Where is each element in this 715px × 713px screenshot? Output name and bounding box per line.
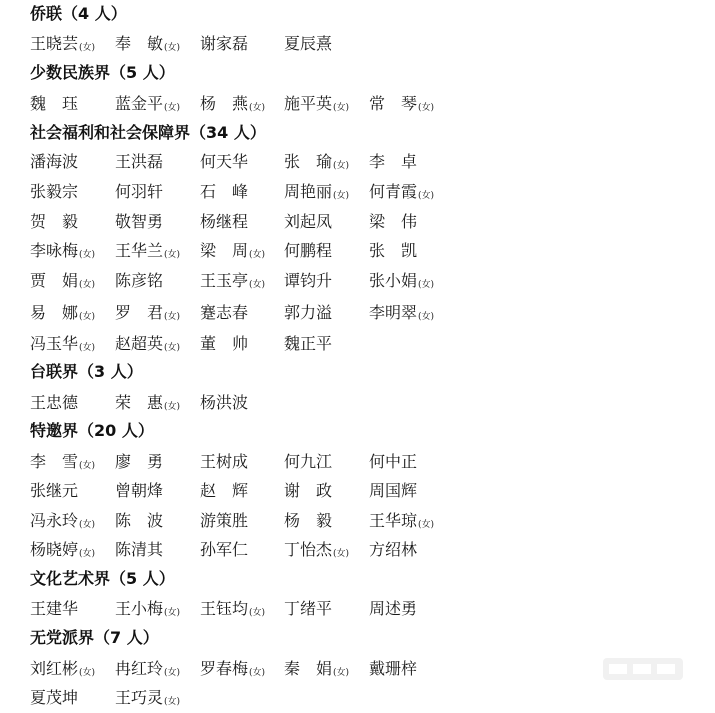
person-entry — [115, 451, 163, 473]
name-row — [30, 33, 470, 55]
person-entry — [284, 302, 332, 324]
person-name: 荣 惠 — [115, 393, 164, 412]
person-entry — [115, 598, 180, 624]
name-row — [30, 539, 470, 561]
section-title: 少数民族界（5 人） — [30, 63, 175, 82]
person-entry — [115, 93, 180, 119]
person-name: 周艳丽 — [284, 182, 333, 201]
gender-note: (女) — [249, 280, 266, 290]
gender-note: (女) — [79, 549, 96, 559]
person-entry — [115, 539, 163, 561]
person-entry — [30, 270, 95, 296]
section-title: 台联界（3 人） — [30, 362, 143, 381]
gender-note: (女) — [79, 668, 96, 678]
person-name: 周述勇 — [369, 599, 418, 618]
person-entry — [284, 151, 349, 177]
person-name: 刘红彬 — [30, 659, 79, 678]
gender-note: (女) — [249, 250, 266, 260]
person-entry — [115, 480, 163, 502]
person-name: 张继元 — [30, 481, 79, 500]
person-entry — [30, 302, 95, 328]
person-name: 丁绪平 — [284, 599, 333, 618]
name-row — [30, 240, 470, 262]
gender-note: (女) — [79, 520, 96, 530]
person-entry — [284, 510, 332, 532]
person-name: 方绍林 — [369, 540, 418, 559]
person-name: 张 凯 — [369, 241, 418, 260]
gender-note: (女) — [164, 43, 181, 53]
person-name: 谢 政 — [284, 481, 333, 500]
person-name: 石 峰 — [200, 182, 249, 201]
person-entry — [200, 480, 248, 502]
person-entry — [115, 510, 163, 532]
person-name: 敬智勇 — [115, 212, 164, 231]
person-name: 陈清其 — [115, 540, 164, 559]
person-name: 李明翠 — [369, 303, 418, 322]
gender-note: (女) — [249, 103, 266, 113]
gender-note: (女) — [79, 250, 96, 260]
gender-note: (女) — [164, 250, 181, 260]
name-row — [30, 181, 470, 203]
person-name: 奉 敏 — [115, 34, 164, 53]
person-entry — [115, 240, 180, 266]
gender-note: (女) — [333, 668, 350, 678]
person-entry — [30, 658, 95, 684]
person-entry — [284, 240, 332, 262]
person-entry — [369, 93, 434, 119]
gender-note: (女) — [333, 191, 350, 201]
name-row — [30, 302, 470, 324]
person-name: 杨 燕 — [200, 94, 249, 113]
person-entry — [284, 33, 332, 55]
person-entry — [200, 270, 265, 296]
person-entry — [30, 392, 78, 414]
person-name: 何羽轩 — [115, 182, 164, 201]
person-name: 王玉亭 — [200, 271, 249, 290]
person-entry — [284, 451, 332, 473]
person-name: 何鹏程 — [284, 241, 333, 260]
name-row — [30, 211, 470, 233]
person-name: 李咏梅 — [30, 241, 79, 260]
person-name: 王钰均 — [200, 599, 249, 618]
person-name: 蹇志春 — [200, 303, 249, 322]
person-name: 冯玉华 — [30, 334, 79, 353]
person-name: 何青霞 — [369, 182, 418, 201]
person-name: 李 雪 — [30, 452, 79, 471]
person-entry — [30, 151, 78, 173]
person-name: 罗春梅 — [200, 659, 249, 678]
person-name: 丁怡杰 — [284, 540, 333, 559]
person-name: 梁 周 — [200, 241, 249, 260]
person-name: 冯永玲 — [30, 511, 79, 530]
person-entry — [284, 480, 332, 502]
person-entry — [284, 181, 349, 207]
person-entry — [284, 333, 332, 355]
person-name: 冉红玲 — [115, 659, 164, 678]
person-name: 贺 毅 — [30, 212, 79, 231]
name-row — [30, 151, 470, 173]
gender-note: (女) — [333, 103, 350, 113]
person-name: 王洪磊 — [115, 152, 164, 171]
person-name: 杨继程 — [200, 212, 249, 231]
person-name: 王小梅 — [115, 599, 164, 618]
person-entry — [200, 181, 248, 203]
person-name: 陈彦铭 — [115, 271, 164, 290]
person-entry — [200, 33, 248, 55]
person-entry — [369, 598, 417, 620]
person-entry — [200, 598, 265, 624]
person-entry — [115, 270, 163, 292]
section-title: 无党派界（7 人） — [30, 628, 159, 647]
person-entry — [200, 211, 248, 233]
person-entry — [115, 181, 163, 203]
person-name: 张小娟 — [369, 271, 418, 290]
name-row — [30, 392, 470, 414]
person-name: 曾朝烽 — [115, 481, 164, 500]
name-row — [30, 93, 470, 115]
person-entry — [115, 392, 180, 418]
section-title: 侨联（4 人） — [30, 4, 127, 23]
person-name: 董 帅 — [200, 334, 249, 353]
person-entry — [284, 93, 349, 119]
person-entry — [115, 211, 163, 233]
person-entry — [115, 151, 163, 173]
person-name: 王巧灵 — [115, 688, 164, 707]
name-row — [30, 510, 470, 532]
person-entry — [115, 658, 180, 684]
person-entry — [369, 451, 417, 473]
gender-note: (女) — [418, 280, 435, 290]
person-entry — [200, 240, 265, 266]
person-name: 魏正平 — [284, 334, 333, 353]
person-entry — [200, 510, 248, 532]
person-entry — [369, 151, 417, 173]
name-row — [30, 598, 470, 620]
person-name: 何中正 — [369, 452, 418, 471]
person-name: 李 卓 — [369, 152, 418, 171]
gender-note: (女) — [164, 668, 181, 678]
person-name: 张 瑜 — [284, 152, 333, 171]
name-row — [30, 687, 470, 709]
gender-note: (女) — [79, 312, 96, 322]
person-name: 戴珊梓 — [369, 659, 418, 678]
person-entry — [284, 658, 349, 684]
person-name: 孙军仁 — [200, 540, 249, 559]
person-entry — [200, 392, 248, 414]
person-name: 夏辰熹 — [284, 34, 333, 53]
person-entry — [369, 658, 417, 680]
person-name: 易 娜 — [30, 303, 79, 322]
person-name: 杨晓婷 — [30, 540, 79, 559]
person-entry — [30, 240, 95, 266]
person-entry — [115, 687, 180, 713]
gender-note: (女) — [333, 549, 350, 559]
gender-note: (女) — [418, 103, 435, 113]
gender-note: (女) — [79, 43, 96, 53]
person-entry — [369, 181, 434, 207]
person-entry — [115, 33, 180, 59]
person-entry — [200, 333, 248, 355]
gender-note: (女) — [418, 520, 435, 530]
person-entry — [200, 539, 248, 561]
gender-note: (女) — [79, 461, 96, 471]
gender-note: (女) — [164, 697, 181, 707]
gender-note: (女) — [164, 343, 181, 353]
person-entry — [30, 93, 78, 115]
section-title: 文化艺术界（5 人） — [30, 569, 175, 588]
person-name: 杨洪波 — [200, 393, 249, 412]
person-name: 贾 娟 — [30, 271, 79, 290]
person-name: 王忠德 — [30, 393, 79, 412]
person-entry — [369, 270, 434, 296]
name-row — [30, 270, 470, 292]
person-entry — [200, 151, 248, 173]
person-entry — [200, 658, 265, 684]
person-entry — [30, 451, 95, 477]
gender-note: (女) — [164, 312, 181, 322]
gender-note: (女) — [79, 343, 96, 353]
person-name: 王树成 — [200, 452, 249, 471]
person-entry — [30, 539, 95, 565]
person-entry — [369, 211, 417, 233]
gender-note: (女) — [249, 608, 266, 618]
person-entry — [200, 93, 265, 119]
person-name: 陈 波 — [115, 511, 164, 530]
person-entry — [369, 539, 417, 561]
name-row — [30, 658, 470, 680]
person-entry — [369, 302, 434, 328]
gender-note: (女) — [418, 191, 435, 201]
gender-note: (女) — [164, 608, 181, 618]
person-entry — [369, 480, 417, 502]
person-entry — [30, 598, 78, 620]
person-name: 赵超英 — [115, 334, 164, 353]
gender-note: (女) — [164, 402, 181, 412]
watermark-logo — [601, 654, 685, 684]
person-name: 郭力溢 — [284, 303, 333, 322]
person-entry — [30, 33, 95, 59]
person-name: 王晓芸 — [30, 34, 79, 53]
person-name: 王华兰 — [115, 241, 164, 260]
person-entry — [115, 302, 180, 328]
person-name: 何天华 — [200, 152, 249, 171]
person-entry — [30, 333, 95, 359]
name-row — [30, 480, 470, 502]
person-name: 施平英 — [284, 94, 333, 113]
gender-note: (女) — [164, 103, 181, 113]
person-name: 蓝金平 — [115, 94, 164, 113]
person-entry — [200, 451, 248, 473]
gender-note: (女) — [249, 668, 266, 678]
person-name: 游策胜 — [200, 511, 249, 530]
person-name: 何九江 — [284, 452, 333, 471]
person-entry — [30, 687, 78, 709]
gender-note: (女) — [418, 312, 435, 322]
person-name: 梁 伟 — [369, 212, 418, 231]
person-entry — [30, 211, 78, 233]
name-row — [30, 333, 470, 355]
person-name: 秦 娟 — [284, 659, 333, 678]
person-entry — [30, 510, 95, 536]
person-name: 廖 勇 — [115, 452, 164, 471]
person-entry — [30, 181, 78, 203]
person-name: 周国辉 — [369, 481, 418, 500]
person-entry — [200, 302, 248, 324]
person-name: 王建华 — [30, 599, 79, 618]
person-name: 潘海波 — [30, 152, 79, 171]
gender-note: (女) — [333, 161, 350, 171]
person-name: 谭钧升 — [284, 271, 333, 290]
person-name: 谢家磊 — [200, 34, 249, 53]
person-entry — [30, 480, 78, 502]
person-name: 张毅宗 — [30, 182, 79, 201]
section-title: 社会福利和社会保障界（34 人） — [30, 123, 266, 142]
person-entry — [115, 333, 180, 359]
person-name: 罗 君 — [115, 303, 164, 322]
person-entry — [284, 211, 332, 233]
gender-note: (女) — [79, 280, 96, 290]
person-entry — [284, 598, 332, 620]
person-name: 王华琼 — [369, 511, 418, 530]
person-name: 刘起凤 — [284, 212, 333, 231]
name-row — [30, 451, 470, 473]
person-entry — [284, 539, 349, 565]
person-entry — [369, 240, 417, 262]
person-name: 赵 辉 — [200, 481, 249, 500]
person-name: 常 琴 — [369, 94, 418, 113]
person-entry — [284, 270, 332, 292]
person-name: 杨 毅 — [284, 511, 333, 530]
person-name: 夏茂坤 — [30, 688, 79, 707]
person-name: 魏 珏 — [30, 94, 79, 113]
person-entry — [369, 510, 434, 536]
section-title: 特邀界（20 人） — [30, 421, 154, 440]
